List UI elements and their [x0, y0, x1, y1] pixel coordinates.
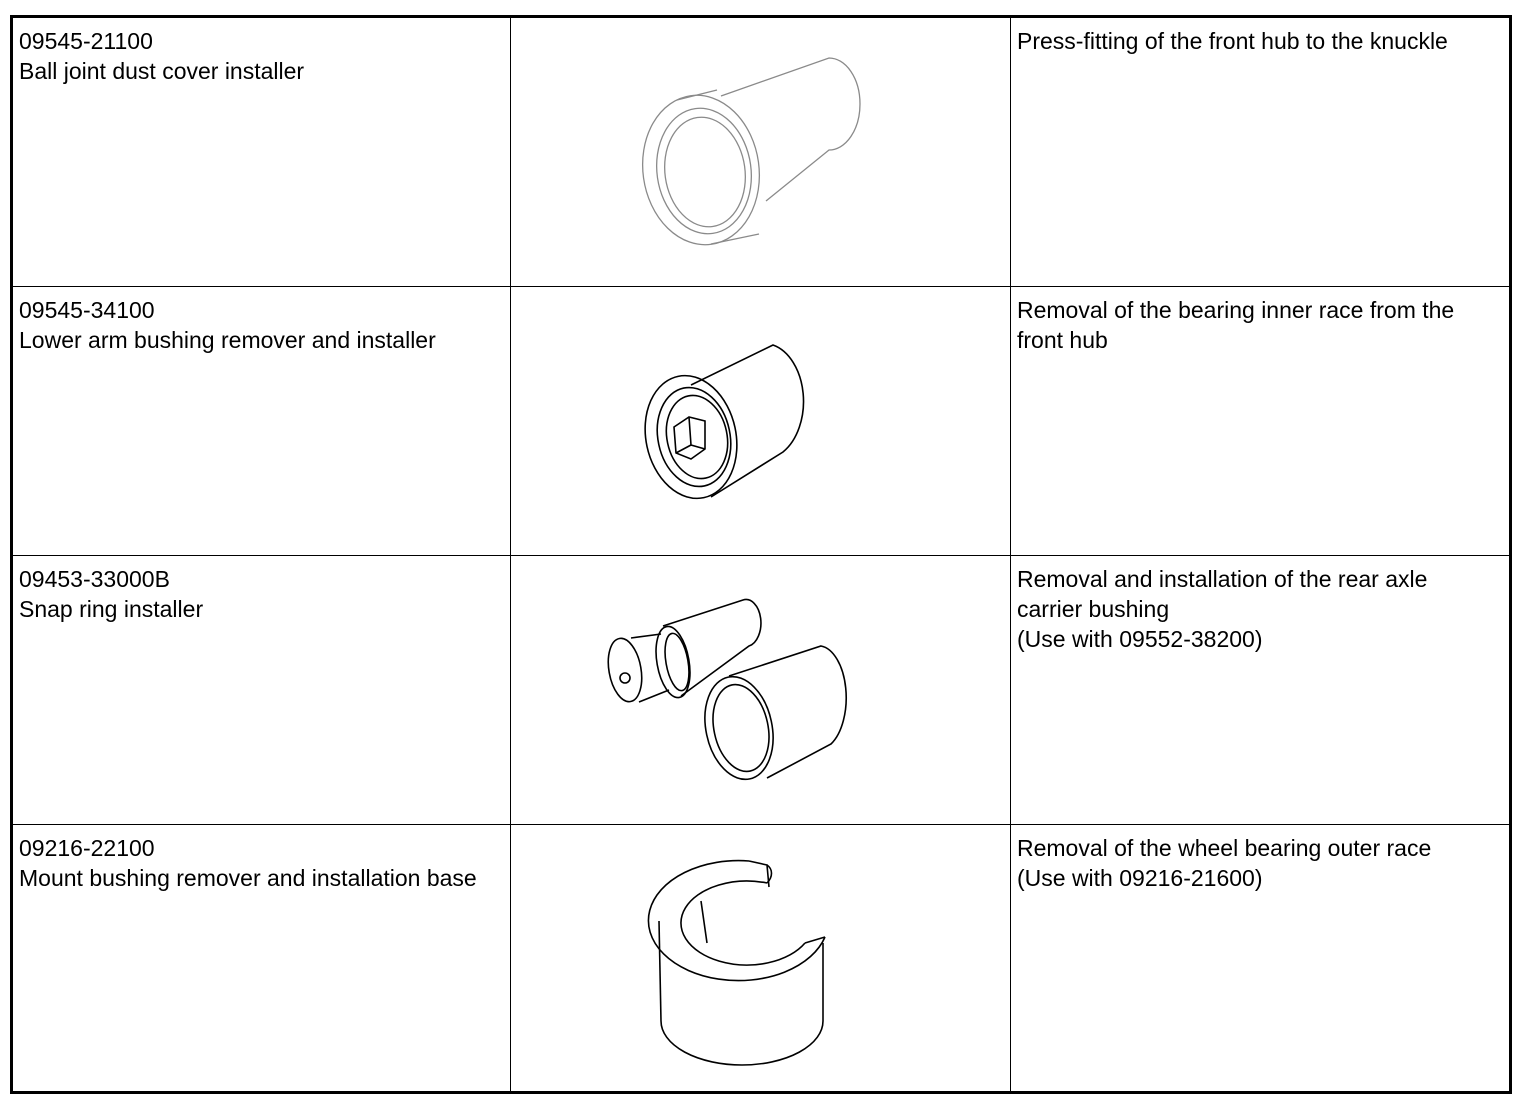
illustration-cell: [511, 17, 1011, 287]
illustration-cell: [511, 556, 1011, 825]
tool-name: Snap ring installer: [19, 596, 204, 622]
part-number: 09216-22100: [19, 835, 155, 861]
special-tools-table: [10, 15, 1512, 1094]
tool-description-cell: [1011, 287, 1511, 556]
tool-id-cell: [12, 287, 511, 556]
illustration-cell: [511, 287, 1011, 556]
part-number: 09545-34100: [19, 297, 155, 323]
flanged-sleeve-drawing: [511, 18, 1011, 284]
tool-id-cell: [12, 825, 511, 1093]
tool-name: Lower arm bushing remover and installer: [19, 327, 436, 353]
description-line: Press-fitting of the front hub to the knuckle: [1017, 28, 1448, 54]
description-line: Removal and installation of the rear axle: [1017, 566, 1428, 592]
tool-name: Mount bushing remover and installation base: [19, 865, 477, 891]
cylinder-with-inner-pin-drawing: [511, 287, 1011, 553]
tool-id-cell: [12, 556, 511, 825]
tool-id-cell: [12, 17, 511, 287]
table-row: [12, 825, 1511, 1093]
part-number: 09453-33000B: [19, 566, 170, 592]
table-row: [12, 556, 1511, 825]
tool-description-cell: [1011, 825, 1511, 1093]
description-line: front hub: [1017, 327, 1108, 353]
table-row: [12, 287, 1511, 556]
tool-name: Ball joint dust cover installer: [19, 58, 305, 84]
description-line: Removal of the bearing inner race from the: [1017, 297, 1455, 323]
description-line: (Use with 09216-21600): [1017, 865, 1263, 891]
illustration-cell: [511, 825, 1011, 1093]
tapered-plug-and-sleeve-drawing: [511, 556, 1011, 822]
description-line: (Use with 09552-38200): [1017, 626, 1263, 652]
description-line: Removal of the wheel bearing outer race: [1017, 835, 1432, 861]
description-line: carrier bushing: [1017, 596, 1170, 622]
table-row: [12, 17, 1511, 287]
part-number: 09545-21100: [19, 28, 153, 54]
split-ring-base-drawing: [511, 825, 1011, 1091]
tool-description-cell: [1011, 556, 1511, 825]
tool-description-cell: [1011, 17, 1511, 287]
